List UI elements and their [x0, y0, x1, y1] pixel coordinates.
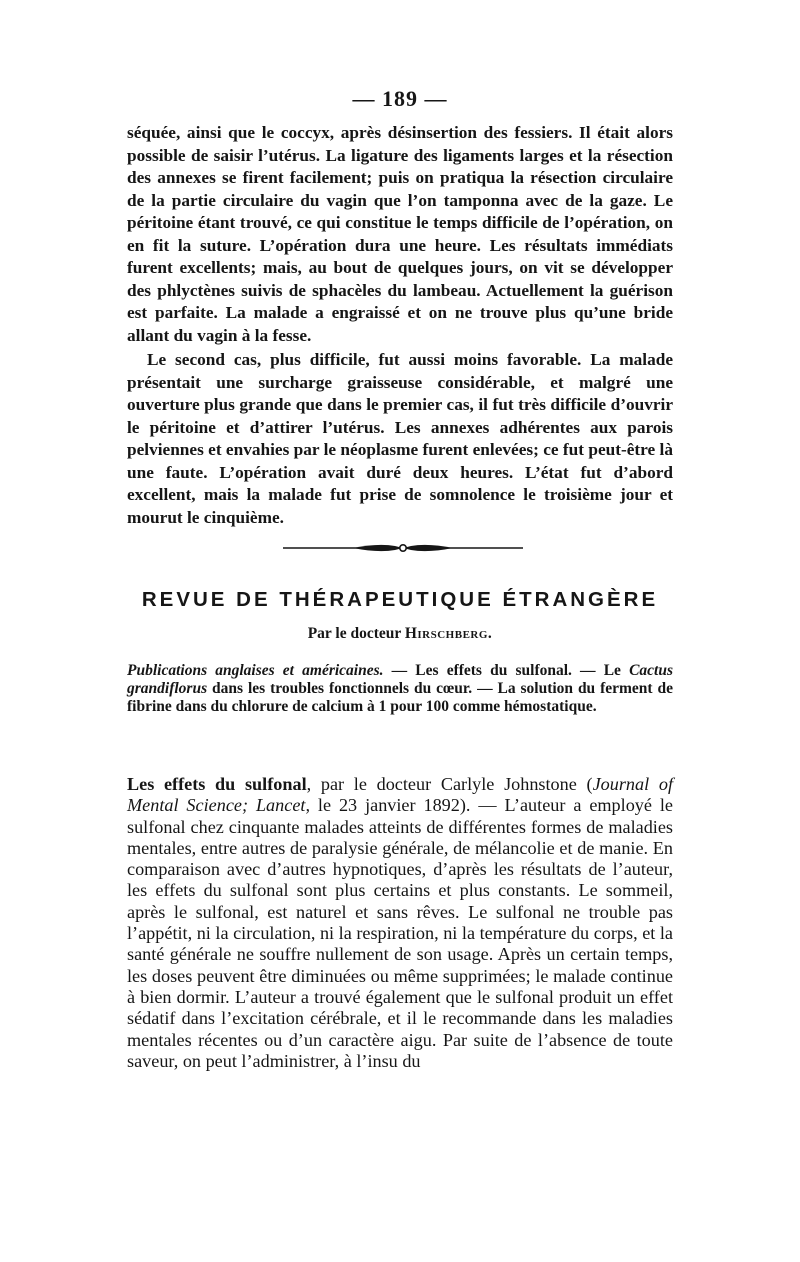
article-sulfonal [127, 774, 673, 1072]
byline-prefix: Par le docteur [307, 625, 401, 642]
article-source: Journal of Mental Science; Lancet, [127, 774, 673, 816]
article-byline: , par le docteur Carlyle Johnstone ( [306, 774, 593, 794]
summary-rest: dans les troubles fonctionnels du cœur. — La solution du ferment de fibrine dans du chlorure de calcium à 1 pour 100 comme hémostatique. [127, 680, 673, 716]
article-title: Les effets du sulfonal [127, 774, 307, 794]
section-heading: REVUE DE THÉRAPEUTIQUE ÉTRANGÈRE [141, 588, 659, 611]
page-number: — 189 — [352, 86, 448, 111]
summary-label: Publications anglaises et américaines. [127, 662, 384, 679]
byline-author: Hirschberg. [404, 625, 493, 642]
ornamental-rule [283, 541, 523, 555]
byline [0, 625, 800, 643]
paragraph-case-one: séquée, ainsi que le coccyx, après désinsertion des fessiers. Il était alors possible de saisir l’utérus. La ligature des ligaments larges et la résection des annexes se firent facilement; puis on pratiqua la résection circulaire de la partie circulaire du vagin que l’on tamponna avec de la gaze. Le péritoine étant trouvé, ce qui constitue le temps difficile de l’opération, on en fit la suture. L’opération dura une heure. Les résultats immédiats furent excellents; mais, au bout de quelques jours, on vit se développer des phlyctènes suivis de sphacèles du lambeau. Actuellement la guérison est parfaite. La malade a engraissé et on ne trouve plus qu’une bride allant du vagin à la fesse. [127, 123, 673, 345]
article-body: L’auteur a employé le sulfonal chez cinquante malades atteints de différentes formes de maladies mentales, entre autres de paralysie générale, de mélancolie et de manie. En comparaison avec d’autres hypnotiques, d’après les résultats de l’auteur, les effets du sulfonal sont plus certains et plus constants. Le sommeil, après le sulfonal, est naturel et sans rêves. Le sulfonal ne trouble pas l’appétit, ni la circulation, ni la respiration, ni la température du corps, et la santé générale ne souffre nullement de son usage. Après un certain temps, les doses peuvent être diminuées ou même supprimées; le malade continue à bien dormir. L’auteur a trouvé également que le sulfonal produit un effet sédatif dans l’excitation cérébrale, et il le recommande dans les maladies mentales récentes ou d’un caractère aigu. Par suite de l’absence de toute saveur, on peut l’administrer, à l’insu du [127, 795, 673, 1071]
article-date: le 23 janvier 1892). — [310, 795, 505, 816]
summary-topics: — Les effets du sulfonal. — Le [383, 662, 630, 679]
summary-species: Cactus grandiflorus [127, 662, 673, 698]
section-summary [127, 662, 673, 717]
paragraph-case-two: Le second cas, plus difficile, fut aussi moins favorable. La malade présentait une surcharge graisseuse considérable, et malgré une ouverture plus grande que dans le premier cas, il fut très difficile d’ouvrir le péritoine et d’attirer l’utérus. Les annexes adhérentes aux parois pelviennes et envahies par le néoplasme furent enlevées; ce fut peut-être là une faute. L’opération avait duré deux heures. L’état fut d’abord excellent, mais la malade fut prise de somnolence le troisième jour et mourut le cinquième. [127, 350, 673, 527]
